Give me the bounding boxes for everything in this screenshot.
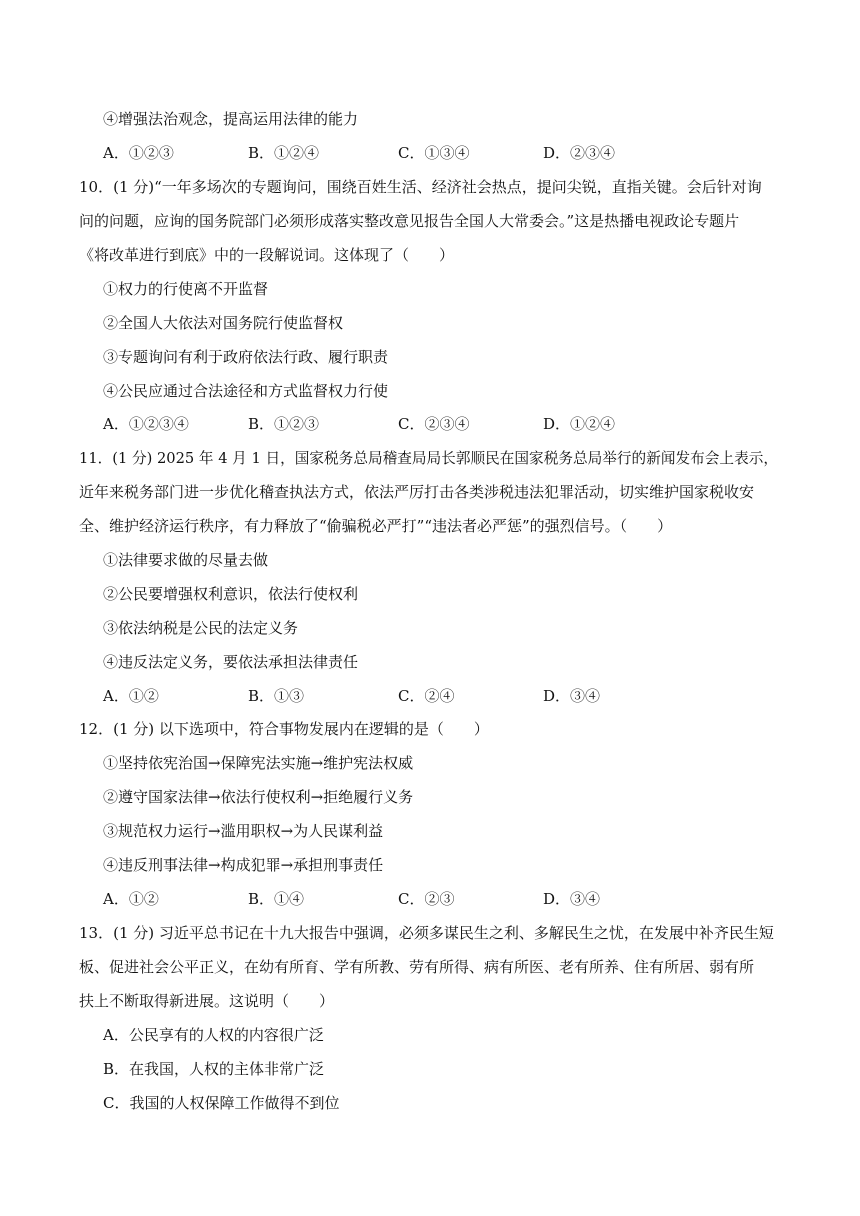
q10-option-b: B．①②③ [248,415,320,433]
q10-stem-line-1: 10．(1 分)“一年多场次的专题询问，围绕百姓生活、经济社会热点，提问尖锐，直指关键。会后针对询 [79,178,762,196]
q13-stem-line-2: 板、促进社会公平正义，在幼有所育、学有所教、劳有所得、病有所医、老有所养、住有所居、弱有所 [79,958,755,976]
q10-option-c: C．②③④ [398,415,470,433]
q10-item-2: ②全国人大依法对国务院行使监督权 [103,314,344,332]
q11-item-2: ②公民要增强权利意识，依法行使权利 [103,585,359,603]
q12-item-1: ①坚持依宪治国→保障宪法实施→维护宪法权威 [103,754,414,772]
q10-option-d: D．①②④ [543,415,616,433]
q11-option-c: C．②④ [398,687,455,705]
q13-stem-line-3: 扶上不断取得新进展。这说明（ ） [79,992,335,1010]
q11-item-4: ④违反法定义务，要依法承担法律责任 [103,653,359,671]
q12-item-4: ④违反刑事法律→构成犯罪→承担刑事责任 [103,856,384,874]
q13-choice-b: B．在我国，人权的主体非常广泛 [103,1060,325,1078]
q9-item-4: ④增强法治观念，提高运用法律的能力 [103,110,359,128]
q11-option-b: B．①③ [248,687,305,705]
q10-item-1: ①权力的行使离不开监督 [103,280,269,298]
q10-stem-line-3: 《将改革进行到底》中的一段解说词。这体现了（ ） [79,246,455,264]
q10-item-3: ③专题询问有利于政府依法行政、履行职责 [103,348,389,366]
q11-item-3: ③依法纳税是公民的法定义务 [103,619,299,637]
q12-option-b: B．①④ [248,890,305,908]
q9-option-d: D．②③④ [543,144,616,162]
q13-choice-a: A．公民享有的人权的内容很广泛 [103,1026,324,1044]
q12-item-2: ②遵守国家法律→依法行使权利→拒绝履行义务 [103,788,414,806]
q12-option-a: A．①② [103,890,159,908]
q13-stem-line-1: 13．(1 分) 习近平总书记在十九大报告中强调，必须多谋民生之利、多解民生之忧，在发展中补齐民生短 [79,924,774,942]
q11-stem-line-3: 全、维护经济运行秩序，有力释放了“偷骗税必严打”“违法者必严惩”的强烈信号。（ ） [79,517,673,535]
q9-option-b: B．①②④ [248,144,320,162]
q13-choice-c: C．我国的人权保障工作做得不到位 [103,1094,340,1112]
q12-option-d: D．③④ [543,890,601,908]
q9-option-a: A．①②③ [103,144,174,162]
q10-option-a: A．①②③④ [103,415,189,433]
q11-option-a: A．①② [103,687,159,705]
q10-item-4: ④公民应通过合法途径和方式监督权力行使 [103,382,389,400]
q11-stem-line-2: 近年来税务部门进一步优化稽查执法方式，依法严厉打击各类涉税违法犯罪活动，切实维护国家税收安 [79,483,755,501]
q11-stem-line-1: 11．(1 分) 2025 年 4 月 1 日，国家税务总局稽查局局长郭顺民在国家税务总局举行的新闻发布会上表示， [79,449,779,467]
q12-option-c: C．②③ [398,890,455,908]
q11-option-d: D．③④ [543,687,601,705]
q11-item-1: ①法律要求做的尽量去做 [103,551,269,569]
q10-stem-line-2: 问的问题，应询的国务院部门必须形成落实整改意见报告全国人大常委会。”这是热播电视政论专题片 [79,212,740,230]
q9-option-c: C．①③④ [398,144,470,162]
q12-stem-line-1: 12．(1 分) 以下选项中，符合事物发展内在逻辑的是（ ） [79,720,489,738]
q12-item-3: ③规范权力运行→滥用职权→为人民谋利益 [103,822,384,840]
